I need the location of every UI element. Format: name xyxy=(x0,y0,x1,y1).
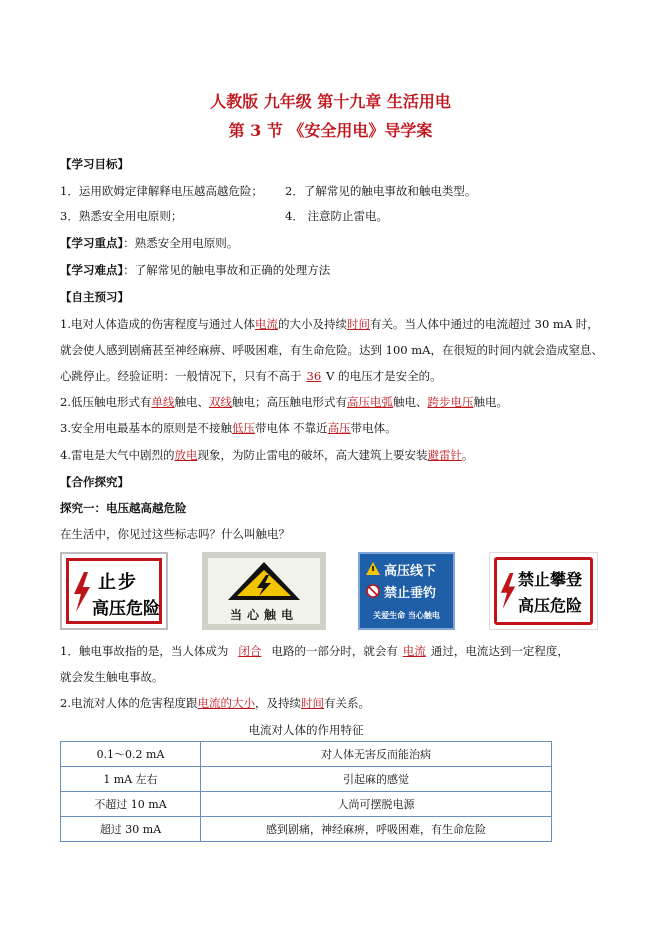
preview-p1: 1.电对人体造成的伤害程度与通过人体电流的大小及持续时间有关。当人体中通过的电流超过 30 mA 时， xyxy=(60,317,599,331)
objective-item: 4． 注意防止雷电。 xyxy=(285,209,388,223)
preview-p2: 2.低压触电形式有单线触电、双线触电；高压触电形式有高压电弧触电、跨步电压触电。 xyxy=(60,395,508,409)
effect-cell: 对人体无害反而能治病 xyxy=(201,742,552,767)
warning-sign-no-climbing: 禁止攀登 高压危险 xyxy=(489,552,598,630)
answer-blank: 时间 xyxy=(300,696,324,710)
current-cell: 1 mA 左右 xyxy=(61,767,201,792)
effect-cell: 引起麻的感觉 xyxy=(201,767,552,792)
warning-sign-shock: 当心触电 xyxy=(202,552,326,630)
answer-blank: 时间 xyxy=(346,317,370,331)
explain-line2: 就会发生触电事故。 xyxy=(60,670,164,684)
warning-sign-fishing: 高压线下 禁止垂钓 关爱生命 当心触电 xyxy=(358,552,455,630)
answer-blank: 双线 xyxy=(208,395,232,409)
answer-blank: 电流 xyxy=(254,317,278,331)
page-subtitle: 第 3 节 《安全用电》导学案 xyxy=(228,121,433,140)
key-point: 【学习重点】：熟悉安全用电原则。 xyxy=(60,236,239,250)
inquiry-title: 探究一：电压越高越危险 xyxy=(60,501,187,515)
current-cell: 超过 30 mA xyxy=(61,817,201,842)
answer-blank: 高压 xyxy=(327,421,351,435)
preview-p4: 4.雷电是大气中剧烈的放电现象，为防止雷电的破坏，高大建筑上要安装避雷针。 xyxy=(60,448,474,462)
difficulty: 【学习难点】：了解常见的触电事故和正确的处理方法 xyxy=(60,263,331,277)
current-cell: 0.1～0.2 mA xyxy=(61,742,201,767)
objectives-heading: 【学习目标】 xyxy=(60,157,129,171)
explain-line1: 1．触电事故指的是，当人体成为 闭合 电路的一部分时，就会有 电流 通过，电流达到一定程度， xyxy=(60,644,569,658)
warning-triangle-icon xyxy=(366,562,380,575)
page-title: 人教版 九年级 第十九章 生活用电 xyxy=(210,92,451,111)
preview-heading: 【自主预习】 xyxy=(60,290,129,304)
answer-blank: 放电 xyxy=(174,448,198,462)
answer-blank: 36 xyxy=(306,369,322,383)
table-row xyxy=(61,767,552,792)
effect-cell: 人尚可摆脱电源 xyxy=(201,792,552,817)
answer-blank: 高压电弧 xyxy=(346,395,393,409)
preview-p3: 3.安全用电最基本的原则是不接触低压带电体 不靠近高压带电体。 xyxy=(60,421,397,435)
preview-p1-line3: 心跳停止。经验证明：一般情况下，只有不高于 36 V 的电压才是安全的。 xyxy=(60,369,442,383)
answer-blank: 电流的大小 xyxy=(197,696,255,710)
preview-p1-line2: 就会使人感到剧痛甚至神经麻痹、呼吸困难，有生命危险。达到 100 mA，在很短的时间内就会造成窒息、 xyxy=(60,343,603,357)
objectives-row-1 xyxy=(60,183,601,199)
table-row xyxy=(61,792,552,817)
answer-blank: 单线 xyxy=(151,395,175,409)
lightning-icon xyxy=(72,572,92,612)
answer-blank: 闭合 xyxy=(238,644,262,658)
no-fishing-icon xyxy=(366,584,380,598)
objective-item: 3．熟悉安全用电原则； xyxy=(60,209,183,223)
current-cell: 不超过 10 mA xyxy=(61,792,201,817)
answer-blank: 电流 xyxy=(402,644,426,658)
table-caption: 电流对人体的作用特征 xyxy=(248,723,364,737)
objectives-row-2 xyxy=(60,208,601,224)
table-row xyxy=(61,742,552,767)
effect-cell: 感到剧痛，神经麻痹，呼吸困难，有生命危险 xyxy=(201,817,552,842)
objective-item: 2．了解常见的触电事故和触电类型。 xyxy=(285,184,477,198)
warning-sign-stop: 止步 高压危险 xyxy=(60,552,168,630)
high-voltage-triangle-icon xyxy=(226,560,302,602)
objective-item: 1．运用欧姆定律解释电压越高越危险； xyxy=(60,184,263,198)
table-row xyxy=(61,817,552,842)
lightning-icon xyxy=(499,571,517,611)
answer-blank: 避雷针 xyxy=(427,448,462,462)
cooperation-heading: 【合作探究】 xyxy=(60,475,129,489)
answer-blank: 跨步电压 xyxy=(427,395,474,409)
answer-blank: 低压 xyxy=(231,421,255,435)
inquiry-question: 在生活中，你见过这些标志吗？什么叫触电？ xyxy=(60,527,290,541)
current-effect-table xyxy=(60,741,552,842)
explain-line3: 2.电流对人体的危害程度跟电流的大小，及持续时间有关系。 xyxy=(60,696,370,710)
